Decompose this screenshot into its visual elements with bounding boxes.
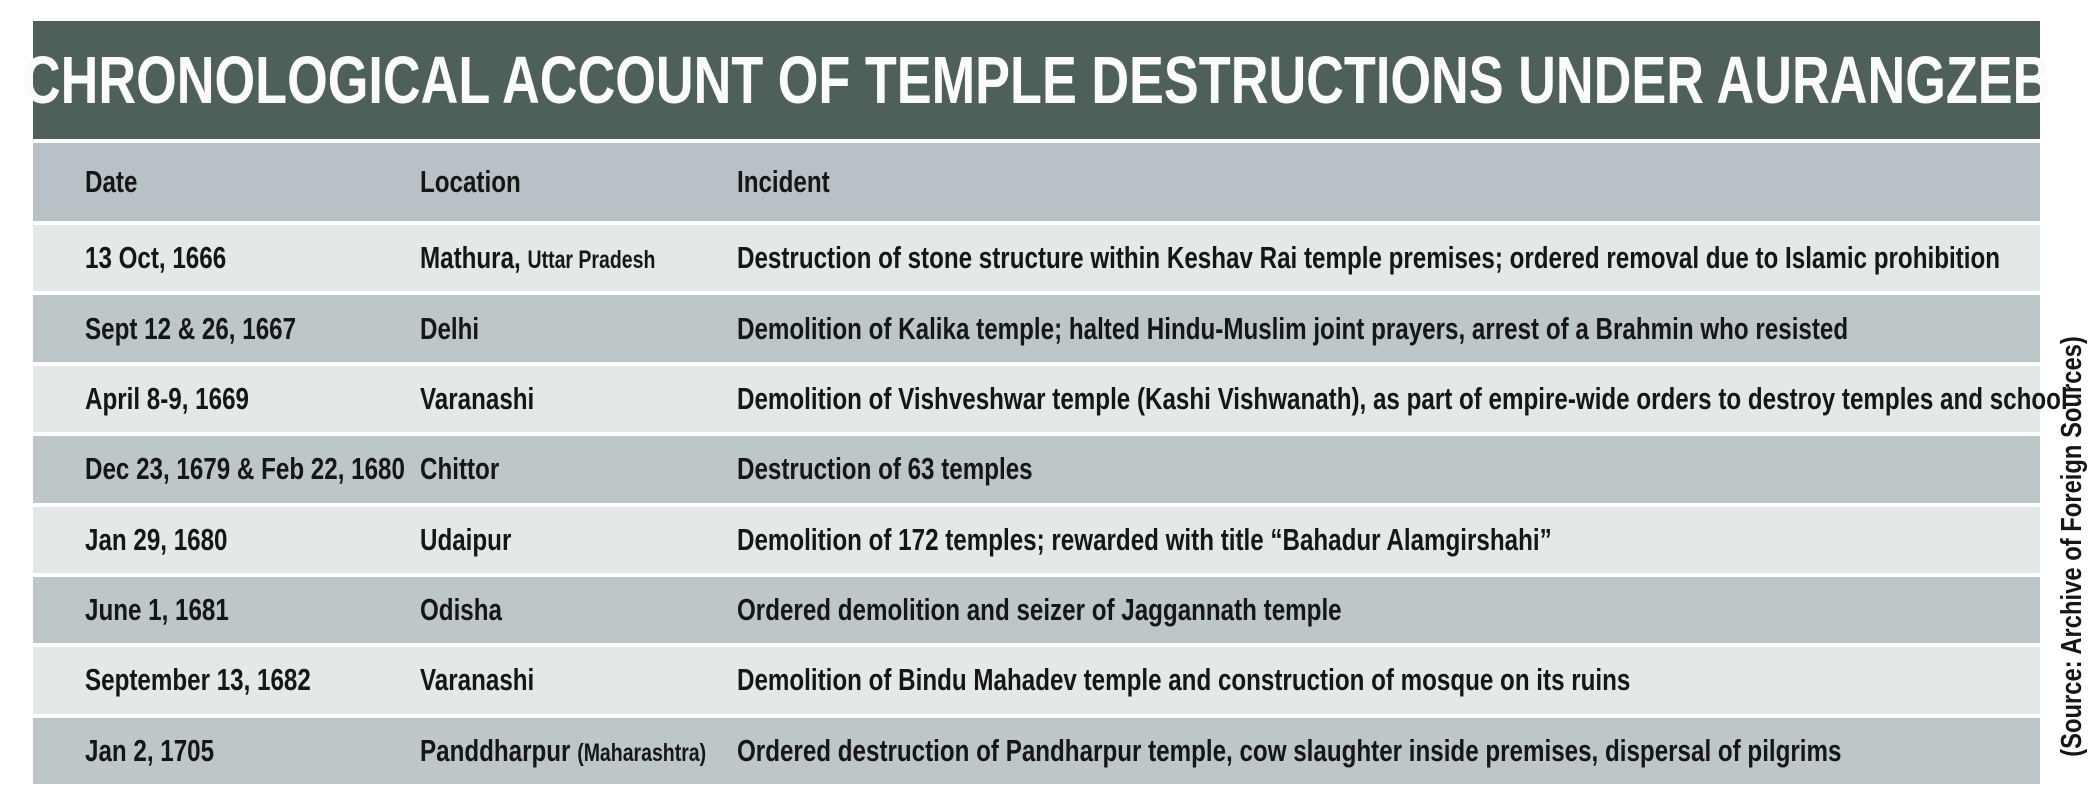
cell-location: [420, 451, 737, 487]
location-main: Mathura,: [420, 240, 521, 276]
cell-location: [420, 733, 737, 769]
column-header-date: Date: [85, 164, 138, 199]
column-header-location: Location: [420, 164, 521, 199]
table-row: [33, 577, 2040, 643]
table-row: [33, 225, 2040, 291]
table-row: [33, 718, 2040, 784]
cell-location: [420, 592, 737, 628]
cell-date: Dec 23, 1679 & Feb 22, 1680: [85, 451, 405, 487]
source-attribution: (Source: Archive of Foreign Sources): [2056, 336, 2088, 757]
location-sub: (Maharashtra): [577, 738, 707, 767]
cell-incident: Demolition of Bindu Mahadev temple and construction of mosque on its ruins: [737, 662, 1631, 698]
cell-location: [420, 662, 737, 698]
title-band: [22, 21, 2051, 139]
cell-location: [420, 381, 737, 417]
location-main: Odisha: [420, 592, 502, 628]
cell-incident: Ordered demolition and seizer of Jaggannath temple: [737, 592, 1342, 628]
table-row: [33, 647, 2040, 713]
column-header-incident: Incident: [737, 164, 830, 199]
cell-date: Jan 29, 1680: [85, 521, 228, 557]
cell-date: Jan 2, 1705: [85, 732, 215, 768]
cell-date: Sept 12 & 26, 1667: [85, 310, 297, 346]
cell-location: [420, 311, 737, 347]
location-main: Panddharpur: [420, 732, 571, 768]
table-row: [33, 295, 2040, 361]
cell-date: June 1, 1681: [85, 592, 229, 628]
cell-incident: Demolition of Vishveshwar temple (Kashi Vishwanath), as part of empire-wide orders to destroy temples and school: [737, 380, 2068, 416]
location-main: Chittor: [420, 451, 500, 487]
cell-incident: Demolition of 172 temples; rewarded with title “Bahadur Alamgirshahi”: [737, 521, 1552, 557]
table-row: [33, 366, 2068, 432]
cell-location: [420, 522, 737, 558]
cell-date: September 13, 1682: [85, 662, 311, 698]
cell-incident: Destruction of stone structure within Keshav Rai temple premises; ordered removal due to Islamic prohibition: [737, 240, 2001, 276]
cell-incident: Ordered destruction of Pandharpur temple, cow slaughter inside premises, dispersal of pilgrims: [737, 732, 1842, 768]
location-main: Udaipur: [420, 521, 512, 557]
table-row: [33, 507, 2040, 573]
location-sub: Uttar Pradesh: [527, 246, 656, 275]
page-title: CHRONOLOGICAL ACCOUNT OF TEMPLE DESTRUCTIONS UNDER AURANGZEB: [22, 42, 2051, 118]
location-main: Varanashi: [420, 380, 535, 416]
cell-date: April 8-9, 1669: [85, 380, 249, 416]
location-main: Delhi: [420, 310, 480, 346]
table-row: [33, 436, 2040, 502]
cell-location: [420, 240, 737, 276]
header-row: [33, 143, 2040, 221]
temple-destruction-table: [22, 21, 2068, 784]
cell-incident: Destruction of 63 temples: [737, 451, 1033, 487]
cell-date: 13 Oct, 1666: [85, 240, 227, 276]
location-main: Varanashi: [420, 662, 535, 698]
cell-incident: Demolition of Kalika temple; halted Hindu-Muslim joint prayers, arrest of a Brahmin who resisted: [737, 310, 1849, 346]
